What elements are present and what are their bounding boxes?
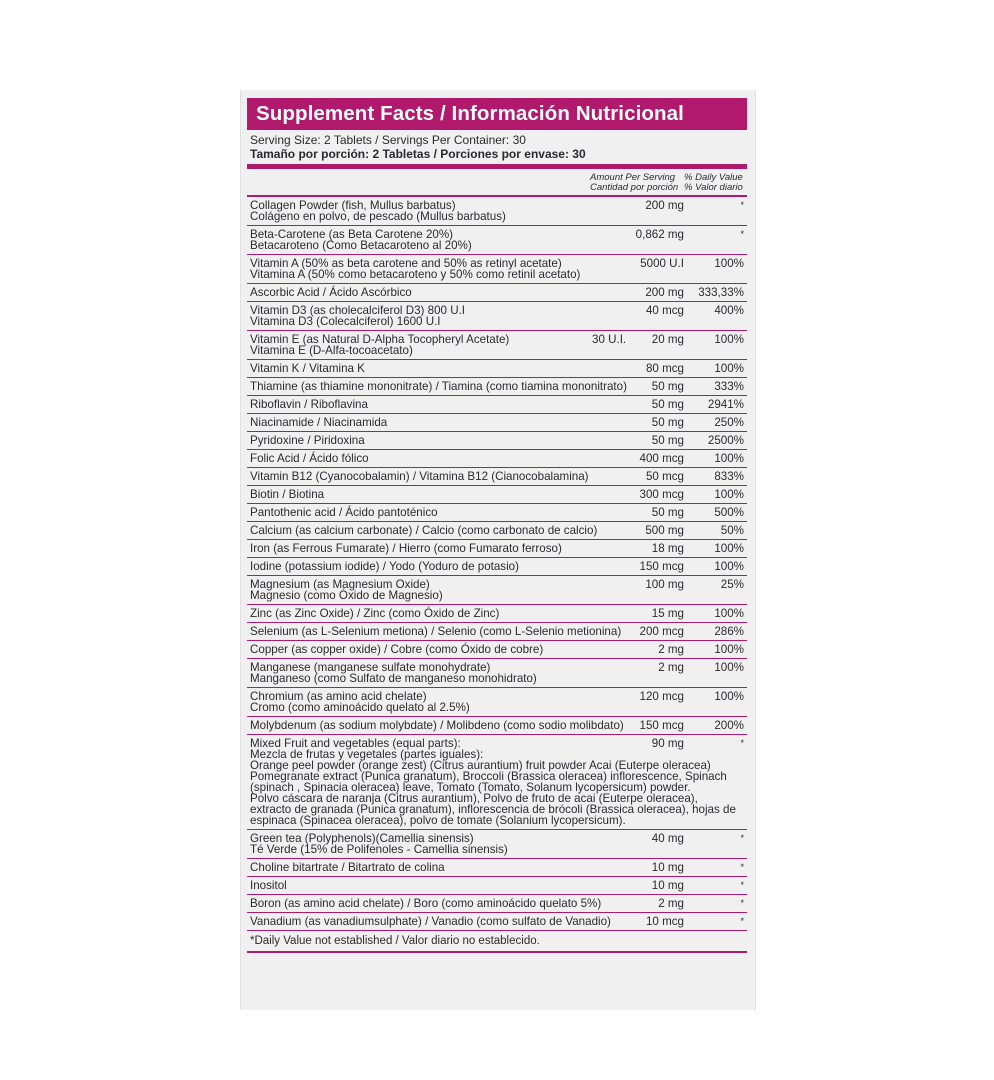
nutrient-amount: 100 mg [645,577,684,591]
nutrient-daily-value: * [740,737,744,748]
nutrient-amount: 15 mg [651,606,684,620]
nutrient-name-es: Magnesio (como Óxido de Magnesio) [250,588,443,602]
nutrient-name [250,608,630,619]
nutrient-amount: 50 mg [651,379,684,393]
nutrient-name-es: Vitamina E (D-Alfa-tocoacetato) [250,343,413,357]
nutrient-name [250,662,630,684]
nutrient-name [250,287,630,298]
nutrient-name [250,453,630,464]
nutrient-row [247,450,747,468]
nutrient-name-es: Cromo (como aminoácido quelato al 2.5%) [250,700,470,714]
nutrient-row [247,576,747,605]
nutrient-amount: 80 mcg [645,361,684,375]
nutrient-row [247,197,747,226]
nutrient-name [250,200,630,222]
nutrient-name-en: Mixed Fruit and vegetables (equal parts): [250,736,461,750]
nutrient-daily-value: 100% [714,606,744,620]
nutrient-daily-value: 333,33% [698,285,744,299]
label-title-text: Supplement Facts / Información Nutricional [256,102,684,125]
nutrient-amount: 18 mg [651,541,684,555]
nutrient-name-en: Choline bitartrate / Bitartrato de colina [250,860,445,874]
nutrient-name-en: Niacinamide / Niacinamida [250,415,388,429]
nutrient-amount: 50 mg [651,415,684,429]
nutrient-daily-value: 100% [714,332,744,346]
nutrient-amount: 40 mg [651,831,684,845]
nutrient-row-mixed-fruit [247,735,747,830]
nutrient-daily-value: 250% [714,415,744,429]
nutrient-daily-value: 100% [714,642,744,656]
nutrient-daily-value: 100% [714,660,744,674]
nutrient-amount: 50 mg [651,397,684,411]
nutrient-row [247,504,747,522]
nutrient-row [247,414,747,432]
nutrient-name-en: Vitamin D3 (as cholecalciferol D3) 800 U.I [250,303,466,317]
nutrient-amount: 200 mg [645,285,684,299]
mixed-description-en: Orange peel powder (orange zest) (Citrus aurantium) fruit powder Acai (Euterpe oleracea) Pomegranate extract (Punica granatum), Broccoli (Brassica oleracea) inflorescence, Spinach (spinach , Spinacia oleracea) leave, Tomato (Tomato, Solanum lycopersicum) powder. [250,758,727,794]
nutrient-name [250,399,630,410]
nutrient-row [247,659,747,688]
nutrient-name [250,579,630,601]
nutrient-name-en: Selenium (as L-Selenium metiona) / Selenio (como L-Selenio metionina) [250,624,622,638]
nutrient-amount: 200 mg [645,198,684,212]
nutrient-name [250,626,630,637]
nutrient-daily-value: 500% [714,505,744,519]
nutrient-name-en: Biotin / Biotina [250,487,325,501]
nutrient-name-es: Colágeno en polvo, de pescado (Mullus barbatus) [250,209,506,223]
nutrient-name-en: Riboflavin / Riboflavina [250,397,368,411]
nutrient-row [247,877,747,895]
nutrient-row [247,522,747,540]
nutrient-amount: 50 mg [651,433,684,447]
nutrient-name-en: Vitamin E (as Natural D-Alpha Tocopheryl Acetate) [250,332,510,346]
nutrient-name [250,738,630,760]
mixed-description-es: Polvo cáscara de naranja (Citrus aurantium), Polvo de fruto de acai (Euterpe oleracea), extracto de granada (Punica granatum), inflorescencia de brócoli (Brassica oleracea), hojas de espinaca (Spinacea oleracea), polvo de tomate (Solanium lycopersicum). [250,791,736,827]
nutrient-name-es: Vitamina A (50% como betacaroteno y 50% como retinil acetato) [250,267,581,281]
nutrient-amount: 400 mcg [639,451,684,465]
nutrient-row [247,913,747,931]
nutrient-name-en: Calcium (as calcium carbonate) / Calcio (como carbonato de calcio) [250,523,598,537]
nutrient-row [247,360,747,378]
nutrient-row [247,378,747,396]
nutrient-daily-value: 100% [714,361,744,375]
nutrient-amount: 0,862 mg [635,227,684,241]
nutrient-name-es: Betacaroteno (Como Betacaroteno al 20%) [250,238,472,252]
nutrient-row [247,396,747,414]
nutrient-name-en: Pantothenic acid / Ácido pantoténico [250,505,438,519]
nutrient-daily-value: 100% [714,487,744,501]
nutrient-name-en: Folic Acid / Ácido fólico [250,451,369,465]
nutrient-daily-value: * [740,199,744,210]
nutrient-row [247,688,747,717]
nutrient-name-es: Vitamina D3 (Colecalciferol) 1600 U.I [250,314,441,328]
nutrient-name-en: Manganese (manganese sulfate monohydrate) [250,660,491,674]
nutrient-amount: 500 mg [645,523,684,537]
nutrient-name [250,543,630,554]
nutrient-row [247,255,747,284]
nutrient-name-es: Té Verde (15% de Polifenoles - Camellia sinensis) [250,842,508,856]
nutrient-daily-value: * [740,228,744,239]
nutrient-name [250,305,630,327]
nutrient-name [250,471,630,482]
nutrient-name [250,381,630,392]
nutrient-name [250,435,630,446]
nutrient-amount: 200 mcg [639,624,684,638]
nutrient-daily-value: 50% [720,523,744,537]
nutrient-name [250,691,630,713]
nutrient-name [250,525,630,536]
nutrient-row [247,486,747,504]
nutrient-daily-value: 833% [714,469,744,483]
nutrient-daily-value: 286% [714,624,744,638]
nutrient-daily-value: 333% [714,379,744,393]
dv-header-es: % Valor diario [684,182,743,193]
nutrient-name [250,363,630,374]
nutrient-row [247,830,747,859]
nutrient-daily-value: 25% [720,577,744,591]
nutrient-row [247,284,747,302]
nutrient-row [247,641,747,659]
nutrient-amount: 50 mg [651,505,684,519]
nutrient-row [247,468,747,486]
nutrient-daily-value: * [740,832,744,843]
nutrient-name [250,489,630,500]
nutrient-name-en: Chromium (as amino acid chelate) [250,689,427,703]
label-title [247,98,747,130]
nutrient-name-en: Inositol [250,878,287,892]
nutrient-name [250,561,630,572]
nutrient-row [247,540,747,558]
nutrient-name-en: Iodine (potassium iodide) / Yodo (Yoduro de potasio) [250,559,519,573]
nutrient-amount: 10 mg [651,878,684,892]
nutrient-daily-value: 2941% [707,397,744,411]
nutrient-name [250,916,630,927]
nutrient-name [250,898,630,909]
nutrient-name [250,417,630,428]
nutrient-name-en: Vitamin B12 (Cyanocobalamin) / Vitamina B12 (Cianocobalamina) [250,469,589,483]
nutrient-amount: 40 mcg [645,303,684,317]
nutrient-row [247,717,747,735]
footnote: *Daily Value not established / Valor diario no establecido. [247,931,747,953]
nutrient-amount: 10 mg [651,860,684,874]
nutrient-row [247,895,747,913]
nutrient-name-en: Vitamin K / Vitamina K [250,361,365,375]
nutrient-name [250,880,630,891]
nutrient-row [247,331,747,360]
nutrient-daily-value: * [740,897,744,908]
serving-size-es: Tamaño por porción: 2 Tabletas / Porciones por envase: 30 [250,146,586,161]
nutrient-amount: 10 mcg [645,914,684,928]
nutrient-daily-value: * [740,861,744,872]
nutrient-amount: 90 mg [651,736,684,750]
nutrient-amount: 150 mcg [639,718,684,732]
nutrient-row [247,623,747,641]
nutrient-row [247,226,747,255]
nutrient-name [250,258,630,280]
nutrient-name-en: Vitamin A (50% as beta carotene and 50% as retinyl acetate) [250,256,562,270]
nutrient-amount: 150 mcg [639,559,684,573]
nutrient-name-es: Manganeso (como Sulfato de manganeso monohidrato) [250,671,537,685]
nutrient-amount: 50 mcg [645,469,684,483]
nutrient-daily-value: 100% [714,689,744,703]
nutrient-name-en: Ascorbic Acid / Ácido Ascórbico [250,285,412,299]
nutrient-name-en: Zinc (as Zinc Oxide) / Zinc (como Óxido de Zinc) [250,606,500,620]
nutrient-row [247,605,747,623]
dv-header-en: % Daily Value [684,172,743,183]
nutrient-rows-2 [247,830,747,931]
nutrient-daily-value: 100% [714,541,744,555]
nutrient-name [250,644,630,655]
nutrient-name [250,720,630,731]
nutrient-daily-value: 400% [714,303,744,317]
nutrient-row [247,558,747,576]
nutrient-name [250,833,630,855]
serving-size-en: Serving Size: 2 Tablets / Servings Per Container: 30 [250,133,526,147]
nutrient-amount: 2 mg [658,660,684,674]
amount-header-en: Amount Per Serving [590,172,676,183]
nutrient-amount: 2 mg [658,642,684,656]
nutrient-daily-value: 2500% [707,433,744,447]
supplement-facts-panel [240,90,756,1010]
nutrient-row [247,432,747,450]
nutrient-daily-value: 100% [714,256,744,270]
nutrient-name-en: Vanadium (as vanadiumsulphate) / Vanadio (como sulfato de Vanadio) [250,914,611,928]
serving-info [247,130,747,161]
nutrient-name-es: Mezcla de frutas y vegetales (partes iguales): [250,747,484,761]
nutrient-name-en: Boron (as amino acid chelate) / Boro (como aminoácido quelato 5%) [250,896,602,910]
nutrient-amount: 2 mg [658,896,684,910]
nutrient-name [250,507,630,518]
nutrient-name [250,334,630,356]
nutrient-iu-amount: 30 U.I. [592,332,627,346]
nutrient-name [250,862,630,873]
nutrient-name-en: Beta-Carotene (as Beta Carotene 20%) [250,227,454,241]
nutrient-daily-value: * [740,915,744,926]
nutrient-name-en: Green tea (Polyphenols)(Camellia sinensis) [250,831,474,845]
nutrient-daily-value: * [740,879,744,890]
nutrient-amount: 120 mcg [639,689,684,703]
nutrient-name-en: Copper (as copper oxide) / Cobre (como Óxido de cobre) [250,642,544,656]
nutrient-daily-value: 100% [714,451,744,465]
nutrient-name-en: Thiamine (as thiamine mononitrate) / Tiamina (como tiamina mononitrato) [250,379,627,393]
nutrient-name [250,229,630,251]
amount-header-es: Cantidad por porción [590,182,679,193]
label-content [247,98,747,953]
nutrient-amount: 300 mcg [639,487,684,501]
nutrient-name-en: Collagen Powder (fish, Mullus barbatus) [250,198,456,212]
nutrient-name-en: Pyridoxine / Piridoxina [250,433,365,447]
nutrient-row [247,859,747,877]
nutrient-name-en: Molybdenum (as sodium molybdate) / Molibdeno (como sodio molibdato) [250,718,624,732]
nutrient-name-en: Iron (as Ferrous Fumarate) / Hierro (como Fumarato ferroso) [250,541,562,555]
nutrient-daily-value: 200% [714,718,744,732]
nutrient-row [247,302,747,331]
nutrient-daily-value: 100% [714,559,744,573]
nutrient-amount: 5000 U.I [640,256,684,270]
nutrient-rows [247,197,747,735]
daily-value-header [684,173,743,193]
column-headers [247,169,747,195]
amount-header [590,173,678,193]
mixed-description [250,760,740,826]
nutrient-name-en: Magnesium (as Magnesium Oxide) [250,577,430,591]
nutrient-amount: 20 mg [651,332,684,346]
